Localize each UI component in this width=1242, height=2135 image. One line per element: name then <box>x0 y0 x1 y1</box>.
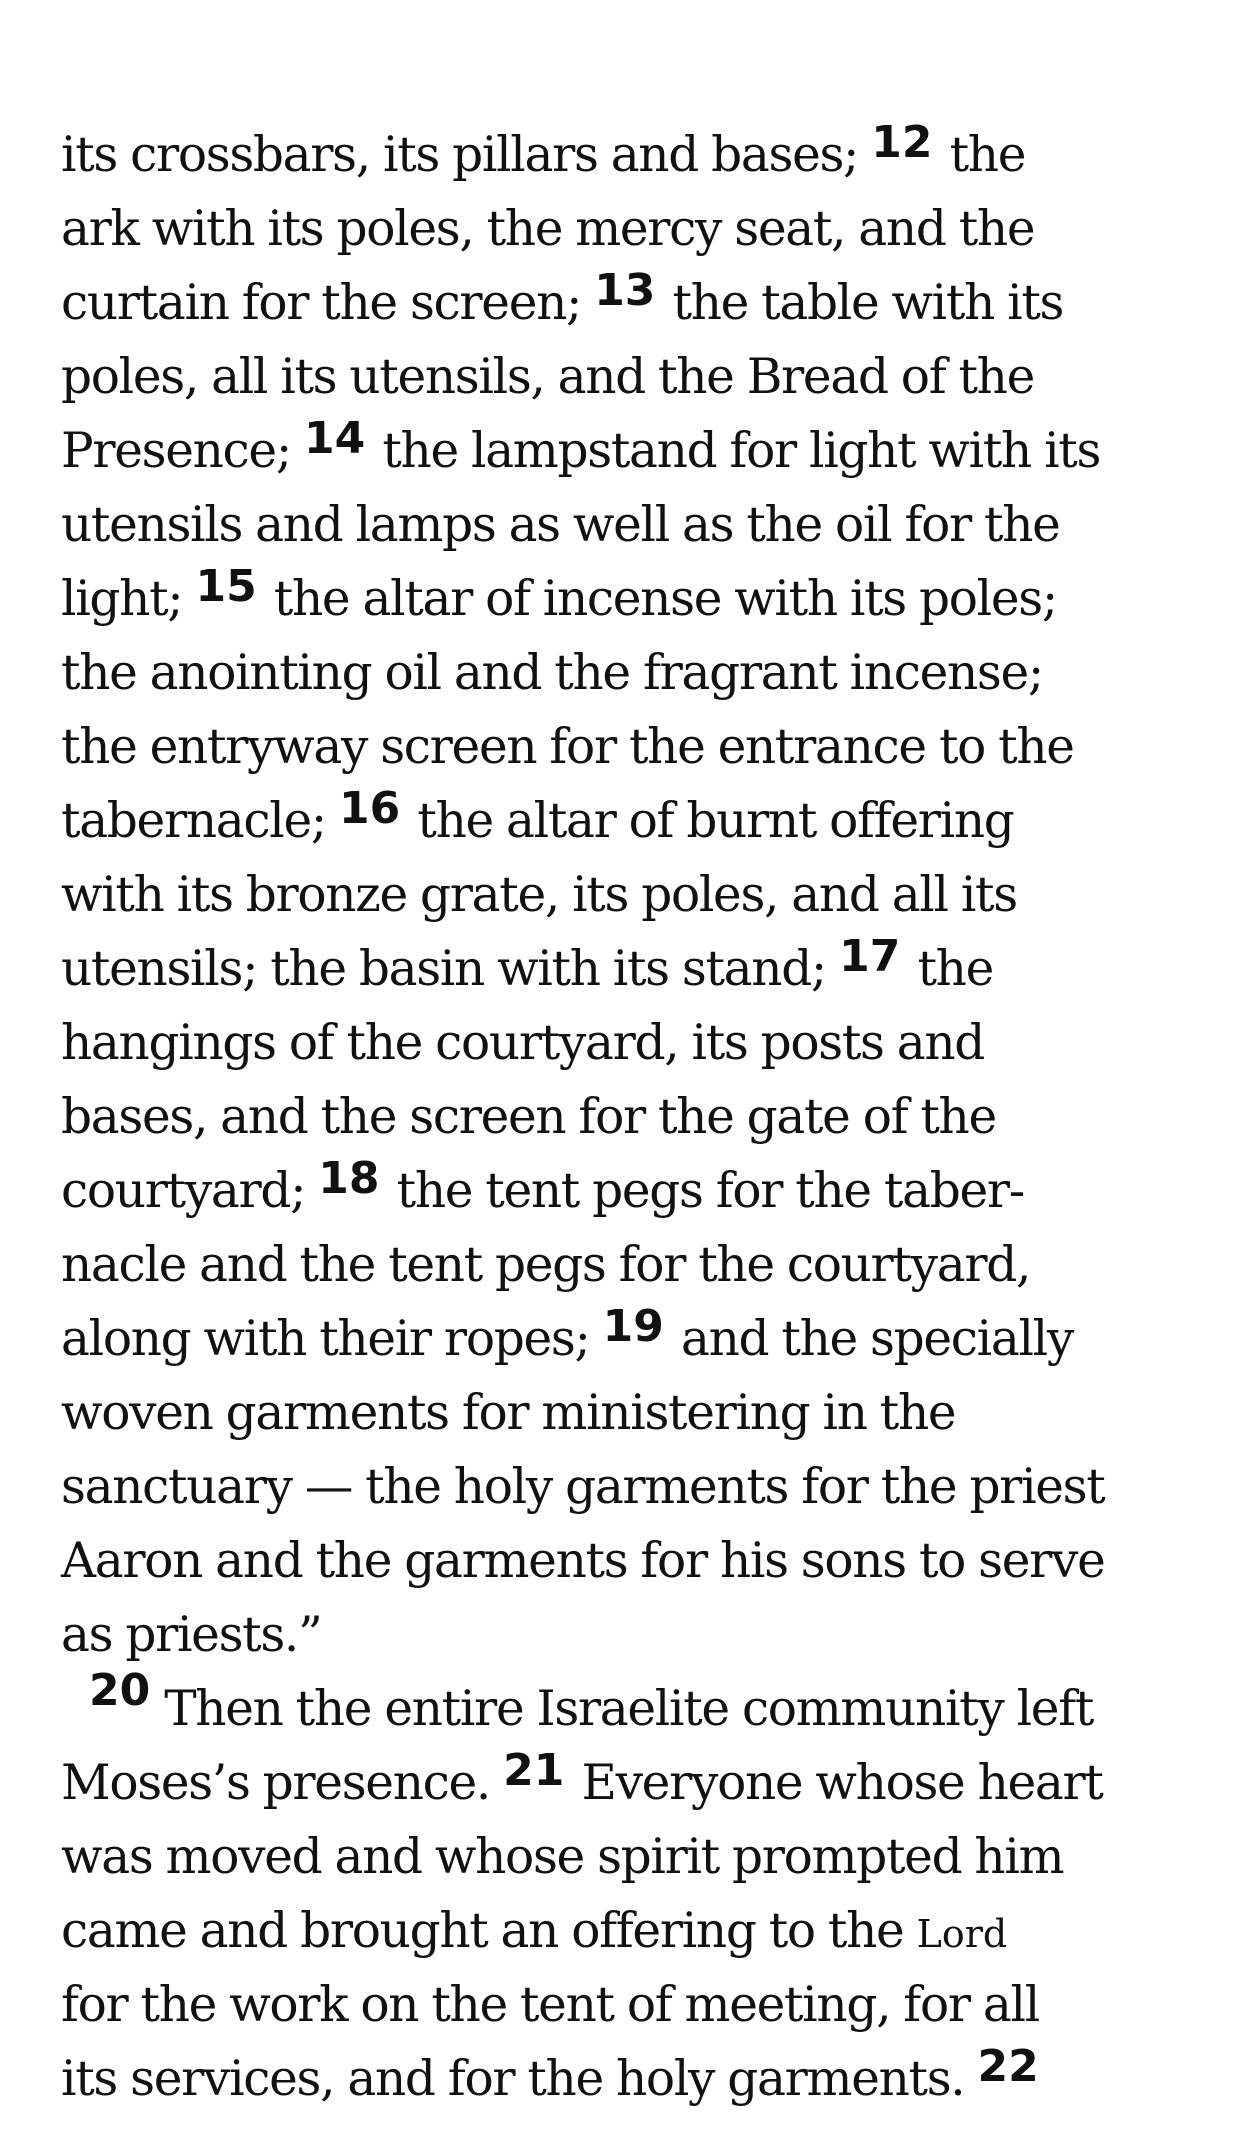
verse-number[interactable]: 12 <box>871 117 933 168</box>
verse-number[interactable]: 17 <box>839 931 901 982</box>
text-line <box>61 1746 1191 1820</box>
text-line <box>61 192 1191 266</box>
text-line <box>61 1524 1191 1598</box>
verse-number[interactable]: 14 <box>303 413 366 464</box>
paragraph-start-line <box>61 1665 1191 1746</box>
verse-text: nacle and the tent pegs for the courtyard, <box>61 1237 1031 1293</box>
verse-text: woven garments for ministering in the <box>61 1385 956 1441</box>
verse-text: the entryway screen for the entrance to the <box>61 719 1074 775</box>
verse-text: was moved and whose spirit prompted him <box>61 1829 1064 1885</box>
verse-text: the lampstand for light with its <box>369 423 1101 479</box>
verse-text: the altar of incense with its poles; <box>260 571 1057 627</box>
text-line <box>61 1894 1191 1968</box>
verse-text: and the specially <box>667 1311 1073 1367</box>
verse-text: Then the entire Israelite community left <box>164 1681 1094 1737</box>
text-line <box>61 266 1191 340</box>
text-line <box>61 1968 1191 2042</box>
verse-text: tabernacle; <box>61 793 340 849</box>
text-line <box>61 1598 1191 1672</box>
divine-name-small-caps: Lord <box>916 1912 1008 1956</box>
verse-number[interactable]: 21 <box>503 1745 565 1796</box>
verse-text: utensils; the basin with its stand; <box>61 941 840 997</box>
verse-text: its crossbars, its pillars and bases; <box>61 127 872 183</box>
verse-number[interactable]: 16 <box>339 783 401 834</box>
text-line <box>61 1302 1191 1376</box>
verse-text: utensils and lamps as well as the oil for the <box>61 497 1060 553</box>
text-line <box>61 1154 1191 1228</box>
verse-text: the <box>904 941 993 997</box>
verse-number[interactable]: 15 <box>195 561 257 612</box>
verse-number[interactable]: 18 <box>318 1153 380 1204</box>
verse-text: the table with its <box>659 275 1064 331</box>
text-line <box>61 710 1191 784</box>
text-line <box>61 1376 1191 1450</box>
verse-text: as priests.” <box>61 1607 322 1663</box>
verse-text: Everyone whose heart <box>568 1755 1103 1811</box>
verse-text: poles, all its utensils, and the Bread of the <box>61 349 1035 405</box>
verse-text: the tent pegs for the taber- <box>383 1163 1024 1219</box>
text-line <box>61 562 1191 636</box>
text-line <box>61 2042 1191 2116</box>
scripture-text <box>61 118 1191 2116</box>
verse-text: Aaron and the garments for his sons to serve <box>61 1533 1105 1589</box>
verse-text: curtain for the screen; <box>61 275 595 331</box>
text-line <box>61 1228 1191 1302</box>
verse-text: the <box>936 127 1026 183</box>
text-line <box>61 932 1191 1006</box>
verse-number[interactable]: 19 <box>602 1301 664 1352</box>
text-line <box>61 1450 1191 1524</box>
verse-text: light; <box>61 571 196 627</box>
text-line <box>61 118 1191 192</box>
text-line <box>61 1820 1191 1894</box>
verse-text: along with their ropes; <box>61 1311 603 1367</box>
text-line <box>61 414 1191 488</box>
verse-text: came and brought an offering to the <box>61 1903 917 1959</box>
verse-text: with its bronze grate, its poles, and all its <box>61 867 1017 923</box>
verse-number[interactable]: 22 <box>977 2041 1039 2092</box>
text-line <box>61 784 1191 858</box>
text-line <box>61 636 1191 710</box>
text-line <box>61 340 1191 414</box>
verse-number[interactable]: 20 <box>89 1665 151 1716</box>
verse-text: ark with its poles, the mercy seat, and the <box>61 201 1035 257</box>
verse-number[interactable]: 13 <box>594 265 656 316</box>
verse-text: the altar of burnt offering <box>404 793 1014 849</box>
verse-text: courtyard; <box>61 1163 319 1219</box>
verse-text: Presence; <box>61 423 304 479</box>
verse-text: sanctuary — the holy garments for the priest <box>61 1459 1105 1515</box>
verse-text: the anointing oil and the fragrant incense; <box>61 645 1043 701</box>
text-line <box>61 1006 1191 1080</box>
text-line <box>61 1080 1191 1154</box>
verse-text: bases, and the screen for the gate of the <box>61 1089 996 1145</box>
verse-text: for the work on the tent of meeting, for all <box>61 1977 1039 2033</box>
verse-text: hangings of the courtyard, its posts and <box>61 1015 985 1071</box>
text-line <box>61 858 1191 932</box>
verse-text: its services, and for the holy garments. <box>61 2051 978 2107</box>
verse-text: Moses’s presence. <box>61 1755 504 1811</box>
text-line <box>61 488 1191 562</box>
